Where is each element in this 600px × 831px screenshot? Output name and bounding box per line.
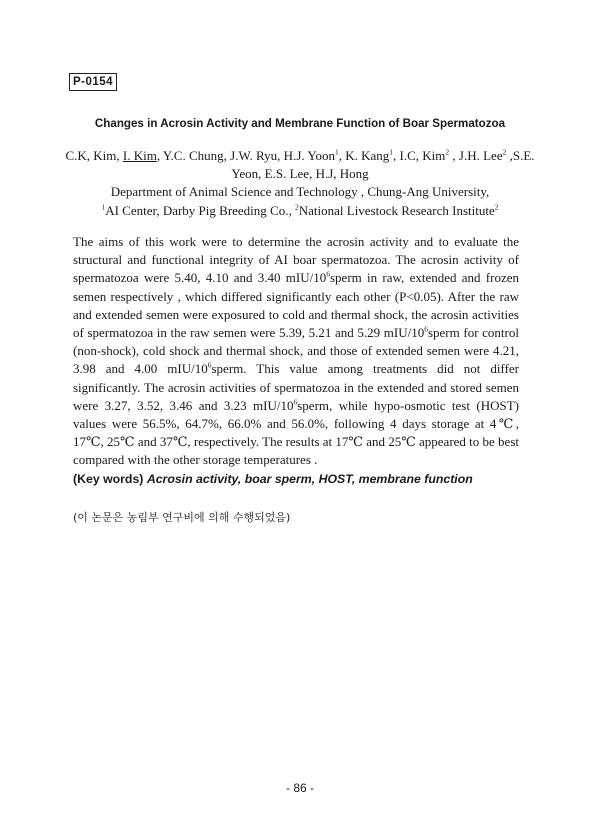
exponent: 6 (326, 270, 330, 280)
affiliation-mark: 1 (389, 147, 394, 157)
abstract-text: sperm, while hypo-osmotic test (HOST) values were 56.5%, 64.7%, 66.0% and 56.0%, following 4 days storage at 4℃, 17℃, 25℃ and 37℃, respectively. The results at 17℃ and 25℃ appeared to be best compared with the other storage temperatures . (73, 397, 519, 468)
affiliation-mark: 2 (294, 202, 299, 212)
affiliation-mark: 2 (494, 202, 499, 212)
affiliation-line-1: Department of Animal Science and Technology , Chung-Ang University, (110, 184, 490, 199)
author-list (60, 147, 540, 183)
author-text: , K. Kang (338, 148, 390, 163)
abstract-text: sperm for control (non-shock), cold shock and thermal shock, and those of extended semen were 4.21, 3.98 and 4.00 mIU/10 (73, 325, 519, 377)
affiliation-line-2 (40, 201, 560, 220)
abstract-text: The aims of this work were to determine the acrosin activity and to evaluate the structural and functional integrity of AI boar spermatozoa. The acrosin activity of spermatozoa were 5.40, 4.10 and 3.40 mIU/10 (73, 234, 519, 286)
affiliation-text: AI Center, Darby Pig Breeding Co., (105, 203, 295, 218)
keywords-label: (Key words) (73, 472, 144, 486)
affiliation-mark: 1 (101, 202, 106, 212)
funding-note: (이 논문은 농림부 연구비에 의해 수행되었음) (73, 511, 291, 524)
author-text: ,S.E. Yeon, E.S. Lee, H.J, Hong (231, 148, 535, 181)
abstract-text: sperm in raw, extended and frozen semen respectively , which differed significantly each other (P<0.05). After the raw and extended semen were exposured to cold and thermal shock, the acrosin activities of spermatozoa in the raw semen were 5.39, 5.21 and 5.29 mIU/10 (73, 270, 519, 341)
affiliations (40, 182, 560, 220)
author-text: , I.C, Kim (393, 148, 446, 163)
exponent: 6 (293, 397, 298, 407)
affiliation-text: National Livestock Research Institute (298, 203, 495, 218)
author-text: , Y.C. Chung, J.W. Ryu, H.J. Yoon (156, 148, 335, 163)
author-text: , J.H. Lee (449, 148, 503, 163)
presenting-author: I. Kim (122, 148, 157, 163)
abstract-text: sperm. This value among treatments did not differ significantly. The acrosin activities of spermatozoa in the extended and stored semen were 3.27, 3.52, 3.46 and 3.23 mIU/10 (73, 361, 519, 413)
abstract-body (73, 233, 519, 470)
exponent: 6 (207, 361, 212, 371)
abstract-code-box: P-0154 (69, 73, 117, 91)
author-text: C.K, Kim, (65, 148, 123, 163)
keywords-terms: Acrosin activity, boar sperm, HOST, membrane function (146, 472, 473, 486)
keywords (73, 472, 533, 486)
exponent: 6 (424, 324, 428, 334)
affiliation-mark: 2 (502, 147, 507, 157)
affiliation-mark: 2 (445, 147, 450, 157)
paper-title: Changes in Acrosin Activity and Membrane Function of Boar Spermatozoa (94, 117, 506, 130)
page-number: - 86 - (285, 781, 314, 795)
affiliation-mark: 1 (335, 147, 339, 157)
